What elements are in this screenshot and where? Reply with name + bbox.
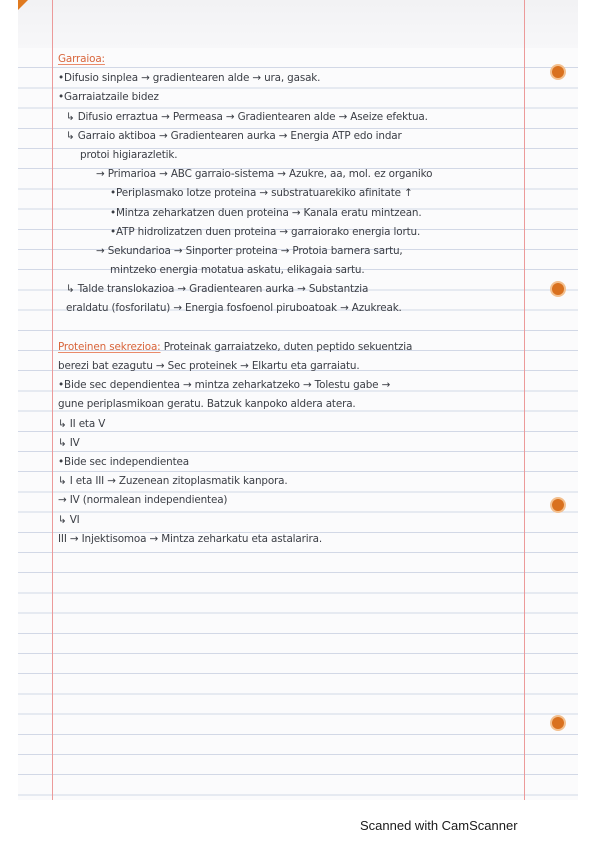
section-text: Proteinak garraiatzeko, duten peptido sekuentzia	[163, 340, 413, 353]
note-line: ↳ Difusio erraztua → Permeasa → Gradientearen alde → Aseize efektua.	[66, 110, 428, 123]
note-line: •Garraiatzaile bidez	[58, 91, 159, 104]
note-line: berezi bat ezagutu → Sec proteinek → Elkartu eta garraiatu.	[58, 360, 360, 372]
note-line: •Difusio sinplea → gradientearen alde → ura, gasak.	[58, 72, 321, 85]
note-line: → Sekundarioa → Sinporter proteina → Protoia barnera sartu,	[96, 244, 403, 257]
left-margin-line	[52, 0, 53, 800]
note-line: •Mintza zeharkatzen duen proteina → Kanala eratu mintzean.	[110, 206, 422, 219]
note-line: ↳ II eta V	[58, 417, 106, 430]
note-title: Garraioa:	[58, 53, 105, 65]
blank-line	[58, 319, 526, 338]
note-line: •Periplasmako lotze proteina → substratuarekiko afinitate ↑	[110, 187, 413, 200]
section-line	[58, 338, 526, 357]
note-line: ↳ Garraio aktiboa → Gradientearen aurka → Energia ATP edo indar	[66, 129, 402, 142]
handwritten-notes	[58, 50, 526, 549]
note-line: •ATP hidrolizatzen duen proteina → garraiorako energia lortu.	[110, 225, 421, 238]
note-line: protoi higiarazletik.	[80, 148, 178, 161]
corner-fold-mark	[18, 0, 28, 10]
binder-hole	[552, 66, 564, 78]
note-line: → IV (normalean independientea)	[58, 494, 228, 507]
note-line: gune periplasmikoan geratu. Batzuk kanpoko aldera atera.	[58, 398, 356, 411]
note-line: eraldatu (fosforilatu) → Energia fosfoenol piruboatoak → Azukreak.	[66, 302, 402, 315]
page-top-shadow	[18, 0, 578, 48]
note-line: ↳ I eta III → Zuzenean zitoplasmatik kanpora.	[58, 475, 288, 488]
note-line: ↳ Talde translokazioa → Gradientearen aurka → Substantzia	[66, 283, 369, 296]
note-line: III → Injektisomoa → Mintza zeharkatu eta astalarira.	[58, 532, 322, 545]
note-line: mintzeko energia motatua askatu, elikagaia sartu.	[110, 264, 365, 277]
binder-hole	[552, 499, 564, 511]
binder-hole	[552, 717, 564, 729]
binder-hole	[552, 283, 564, 295]
note-line: → Primarioa → ABC garraio-sistema → Azukre, aa, mol. ez organiko	[96, 168, 433, 181]
notebook-page	[18, 0, 578, 800]
note-line: ↳ VI	[58, 513, 80, 526]
section-heading: Proteinen sekrezioa:	[58, 340, 161, 353]
note-line: ↳ IV	[58, 436, 80, 449]
note-line: •Bide sec dependientea → mintza zeharkatzeko → Tolestu gabe →	[58, 379, 391, 392]
note-line: •Bide sec independientea	[58, 455, 189, 468]
scanner-watermark: Scanned with CamScanner	[360, 818, 518, 833]
